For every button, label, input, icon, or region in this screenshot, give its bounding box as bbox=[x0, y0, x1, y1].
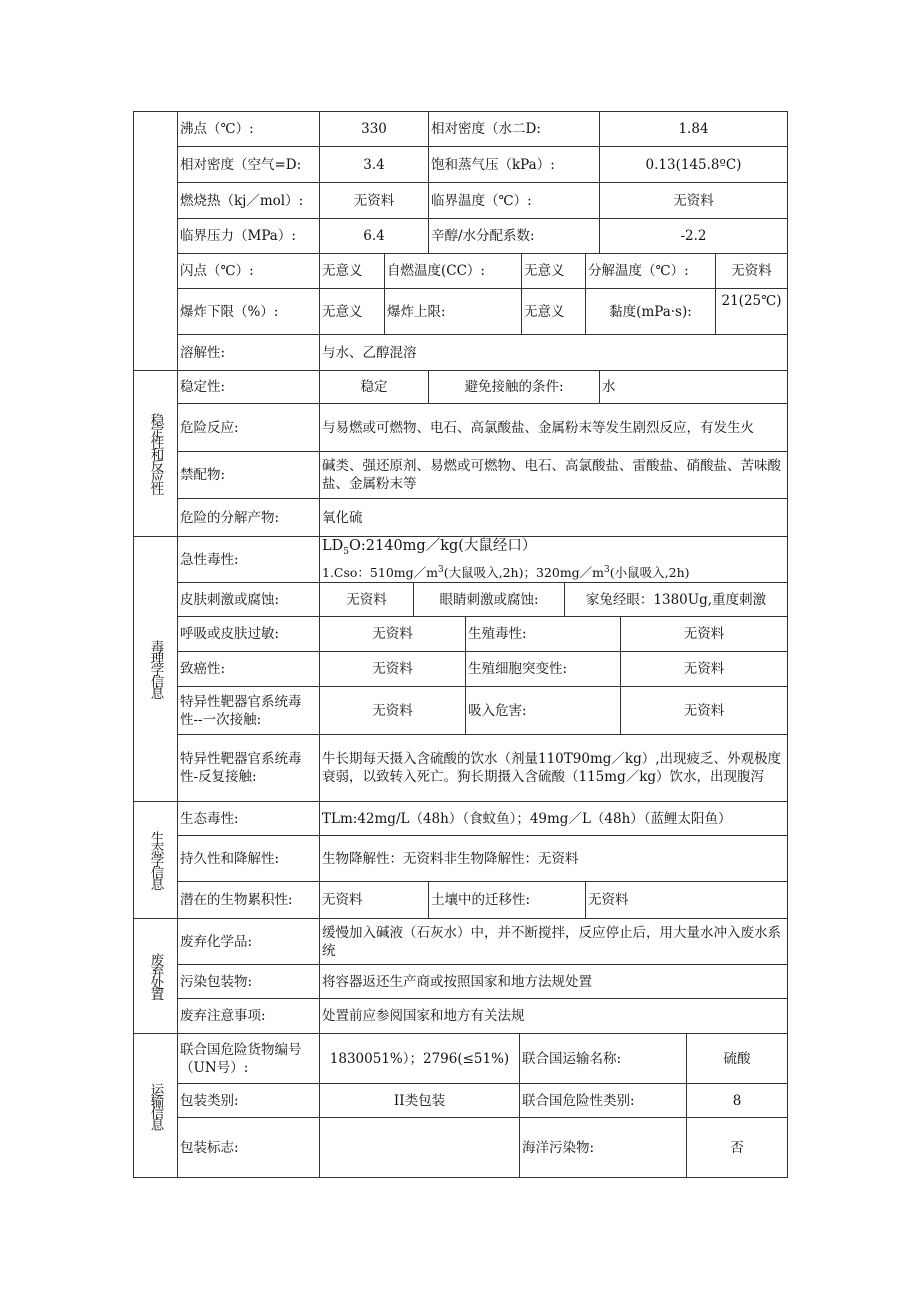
contaminated-packaging-value: 将容器返还生产商或按照国家和地方法规处置 bbox=[319, 964, 788, 999]
rel-density-air-value: 3.4 bbox=[319, 146, 429, 183]
decomposition-label: 分解温度（℃）: bbox=[585, 253, 716, 289]
ecotoxicity-value: TLm:42mg/L（48h）（食蚊鱼）；49mg／L（48h）（蓝鲤太阳鱼） bbox=[319, 801, 788, 836]
sensitization-value: 无资料 bbox=[319, 616, 466, 652]
mutagenic-label: 生殖细胞突变性: bbox=[465, 651, 621, 687]
hazard-class-value: 8 bbox=[686, 1083, 788, 1118]
rel-density-water-value: 1.84 bbox=[599, 111, 788, 147]
acute-toxicity-line2: 1.Cso：$510mg/m^3$(大鼠吸入,2h)；$320mg/m^3$(小鼠吸入,2h) bbox=[322, 564, 690, 581]
decomp-products-value: 氧化硫 bbox=[319, 498, 788, 537]
shipping-name-value: 硫酸 bbox=[686, 1033, 788, 1084]
aspiration-label: 吸入危害: bbox=[465, 686, 621, 735]
eye-irritation-value: 家兔经眼：1380Ug,重度刺激 bbox=[564, 582, 788, 617]
section-ecology-label: 生态学信息 bbox=[147, 831, 164, 889]
packing-mark-value bbox=[319, 1117, 520, 1178]
ecotoxicity-label: 生态毒性: bbox=[177, 801, 320, 836]
packing-mark-label: 包装标志: bbox=[177, 1117, 320, 1178]
avoid-conditions-label: 避免接触的条件: bbox=[428, 370, 600, 404]
viscosity-label: 黏度(mPa·s): bbox=[585, 288, 716, 335]
contaminated-packaging-label: 污染包装物: bbox=[177, 964, 320, 999]
persistence-label: 持久性和降解性: bbox=[177, 835, 320, 882]
section-toxicology-label: 毒理学信息 bbox=[147, 640, 164, 698]
stability-label: 稳定性: bbox=[177, 370, 320, 404]
skin-irritation-label: 皮肤刺激或腐蚀: bbox=[177, 582, 320, 617]
un-number-value: 1830051%）；2796(≤51%) bbox=[319, 1033, 520, 1084]
octanol-water-value: -2.2 bbox=[599, 218, 788, 254]
stot-repeat-value: 牛长期每天摄入含硫酸的饮水（剂量110T90mg／kg）,出现疲乏、外观极度衰弱，以致转入死亡。狗长期摄入含硫酸（115mg／kg）饮水，出现腹泻 bbox=[319, 734, 788, 802]
section-disposal-label: 废弃处置 bbox=[147, 953, 164, 999]
soil-mobility-label: 土壤中的迁移性: bbox=[428, 881, 586, 919]
critical-pressure-value: 6.4 bbox=[319, 218, 429, 254]
section-toxicology bbox=[133, 536, 178, 802]
disposal-notes-label: 废弃注意事项: bbox=[177, 998, 320, 1034]
msds-table bbox=[133, 111, 788, 1178]
solubility-label: 溶解性: bbox=[177, 334, 320, 371]
aspiration-value: 无资料 bbox=[620, 686, 788, 735]
shipping-name-label: 联合国运输名称: bbox=[519, 1033, 687, 1084]
rel-density-water-label: 相对密度（水二D: bbox=[428, 111, 600, 147]
vapor-pressure-label: 饱和蒸气压（kPa）: bbox=[428, 146, 600, 183]
packing-group-value: II类包装 bbox=[319, 1083, 520, 1118]
section-stability bbox=[133, 370, 178, 537]
waste-chemical-value: 缓慢加入碱液（石灰水）中，并不断搅拌，反应停止后，用大量水冲入废水系统 bbox=[319, 918, 788, 965]
mutagenic-value: 无资料 bbox=[620, 651, 788, 687]
critical-temp-value: 无资料 bbox=[599, 182, 788, 219]
stability-value: 稳定 bbox=[319, 370, 429, 404]
rel-density-air-label: 相对密度（空气=D: bbox=[177, 146, 320, 183]
section-stability-label: 稳定性和反应性 bbox=[147, 413, 164, 494]
section-transport bbox=[133, 1033, 178, 1178]
reproductive-label: 生殖毒性: bbox=[465, 616, 621, 652]
carcinogenic-value: 无资料 bbox=[319, 651, 466, 687]
decomposition-value: 无资料 bbox=[715, 253, 788, 289]
un-number-label: 联合国危险货物编号（UN号）: bbox=[177, 1033, 320, 1084]
boiling-point-label: 沸点（℃）: bbox=[177, 111, 320, 147]
hazard-reaction-label: 危险反应: bbox=[177, 403, 320, 452]
acute-toxicity-value bbox=[319, 536, 788, 583]
vapor-pressure-value: 0.13(145.8ºC) bbox=[599, 146, 788, 183]
soil-mobility-value: 无资料 bbox=[585, 881, 788, 919]
bioaccumulation-label: 潜在的生物累积性: bbox=[177, 881, 320, 919]
flash-point-label: 闪点（℃）: bbox=[177, 253, 320, 289]
autoignition-label: 自燃温度(CC）: bbox=[384, 253, 522, 289]
lel-label: 爆炸下限（%）: bbox=[177, 288, 320, 335]
bioaccumulation-value: 无资料 bbox=[319, 881, 429, 919]
section-ecology bbox=[133, 801, 178, 919]
section-disposal bbox=[133, 918, 178, 1034]
disposal-notes-value: 处置前应参阅国家和地方有关法规 bbox=[319, 998, 788, 1034]
eye-irritation-label: 眼睛刺激或腐蚀: bbox=[413, 582, 565, 617]
combustion-heat-value: 无资料 bbox=[319, 182, 429, 219]
sensitization-label: 呼吸或皮肤过敏: bbox=[177, 616, 320, 652]
waste-chemical-label: 废弃化学品: bbox=[177, 918, 320, 965]
flash-point-value: 无意义 bbox=[319, 253, 385, 289]
reproductive-value: 无资料 bbox=[620, 616, 788, 652]
autoignition-value: 无意义 bbox=[521, 253, 586, 289]
incompatible-value: 碱类、强还原剂、易燃或可燃物、电石、高氯酸盐、雷酸盐、硝酸盐、苦味酸盐、金属粉末等 bbox=[319, 451, 788, 499]
acute-toxicity-line1: $LD_5O:2140mg/kg$(大鼠经口） bbox=[322, 537, 537, 557]
stot-single-label: 特异性靶器官系统毒性--一次接触: bbox=[177, 686, 320, 735]
octanol-water-label: 辛醇/水分配系数: bbox=[428, 218, 600, 254]
incompatible-label: 禁配物: bbox=[177, 451, 320, 499]
stot-single-value: 无资料 bbox=[319, 686, 466, 735]
skin-irritation-value: 无资料 bbox=[319, 582, 414, 617]
viscosity-value: 21(25℃) bbox=[715, 288, 788, 335]
avoid-conditions-value: 水 bbox=[599, 370, 788, 404]
uel-value: 无意义 bbox=[521, 288, 586, 335]
persistence-value: 生物降解性：无资料非生物降解性：无资料 bbox=[319, 835, 788, 882]
hazard-reaction-value: 与易燃或可燃物、电石、高氯酸盐、金属粉末等发生剧烈反应，有发生火 bbox=[319, 403, 788, 452]
stot-repeat-label: 特异性靶器官系统毒性-反复接触: bbox=[177, 734, 320, 802]
carcinogenic-label: 致癌性: bbox=[177, 651, 320, 687]
solubility-value: 与水、乙醇混溶 bbox=[319, 334, 788, 371]
lel-value: 无意义 bbox=[319, 288, 385, 335]
section-physical bbox=[133, 111, 178, 371]
packing-group-label: 包装类别: bbox=[177, 1083, 320, 1118]
boiling-point-value: 330 bbox=[319, 111, 429, 147]
marine-pollutant-label: 海洋污染物: bbox=[519, 1117, 687, 1178]
critical-pressure-label: 临界压力（MPa）: bbox=[177, 218, 320, 254]
hazard-class-label: 联合国危险性类别: bbox=[519, 1083, 687, 1118]
acute-toxicity-label: 急性毒性: bbox=[177, 536, 320, 583]
combustion-heat-label: 燃烧热（kj／mol）: bbox=[177, 182, 320, 219]
decomp-products-label: 危险的分解产物: bbox=[177, 498, 320, 537]
section-transport-label: 运输信息 bbox=[147, 1082, 164, 1129]
critical-temp-label: 临界温度（℃）: bbox=[428, 182, 600, 219]
uel-label: 爆炸上限: bbox=[384, 288, 522, 335]
marine-pollutant-value: 否 bbox=[686, 1117, 788, 1178]
